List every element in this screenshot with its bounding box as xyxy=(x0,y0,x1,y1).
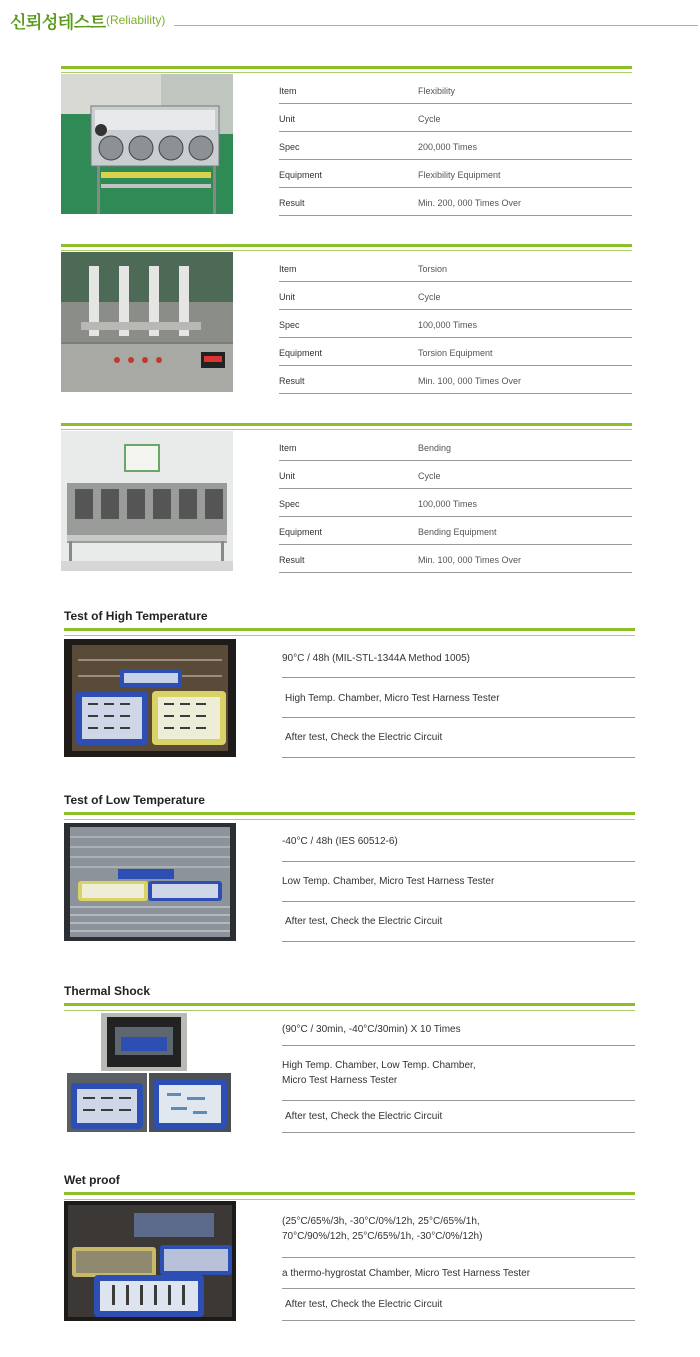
spec-value: Flexibility Equipment xyxy=(418,170,501,180)
test-result-row xyxy=(282,719,635,758)
page-header xyxy=(0,0,700,36)
spec-value: Cycle xyxy=(418,292,441,302)
test-result-row xyxy=(282,1102,635,1133)
wet-proof-chamber-photo xyxy=(64,1201,236,1321)
test-equipment-row xyxy=(282,1259,635,1289)
spec-key: Result xyxy=(279,376,305,386)
test-condition-line2: 70°C/90%/12h, 25°C/65%/1h, -30°C/0%/12h) xyxy=(282,1231,483,1242)
green-divider xyxy=(64,1192,635,1195)
spec-row xyxy=(279,517,632,545)
spec-value: Bending Equipment xyxy=(418,527,497,537)
green-rule xyxy=(61,72,632,73)
spec-value: Torsion Equipment xyxy=(418,348,493,358)
green-rule xyxy=(64,1010,635,1011)
spec-row xyxy=(279,104,632,132)
green-divider xyxy=(64,628,635,631)
test-condition-row xyxy=(282,1201,635,1258)
test-result: After test, Check the Electric Circuit xyxy=(285,732,443,743)
spec-key: Unit xyxy=(279,114,296,124)
spec-key: Item xyxy=(279,443,297,453)
test-result: After test, Check the Electric Circuit xyxy=(285,1111,443,1122)
test-result: After test, Check the Electric Circuit xyxy=(285,916,443,927)
spec-row xyxy=(279,461,632,489)
test-equipment: a thermo-hygrostat Chamber, Micro Test Harness Tester xyxy=(282,1268,531,1279)
page-title-korean: 신뢰성테스트 xyxy=(10,13,106,33)
test-condition: (90°C / 30min, -40°C/30min) X 10 Times xyxy=(282,1024,461,1035)
test-condition-row xyxy=(282,1013,635,1046)
spec-value: Min. 100, 000 Times Over xyxy=(418,555,522,565)
spec-key: Spec xyxy=(279,499,300,509)
test-equipment-line1: High Temp. Chamber, Low Temp. Chamber, xyxy=(282,1060,476,1071)
thermal-shock-chamber-photo xyxy=(101,1013,187,1071)
section-title-wet-proof: Wet proof xyxy=(64,1173,120,1187)
green-divider xyxy=(61,423,632,426)
thermal-shock-tray-photo-left xyxy=(67,1073,147,1132)
spec-row xyxy=(279,433,632,461)
spec-key: Equipment xyxy=(279,348,323,358)
green-rule xyxy=(61,250,632,251)
spec-value: 100,000 Times xyxy=(418,320,478,330)
green-rule xyxy=(61,429,632,430)
spec-value: Cycle xyxy=(418,114,441,124)
spec-row xyxy=(279,282,632,310)
green-rule xyxy=(64,819,635,820)
spec-row xyxy=(279,366,632,394)
test-condition: -40°C / 48h (IES 60512-6) xyxy=(282,836,398,847)
spec-row xyxy=(279,160,632,188)
spec-value: Min. 100, 000 Times Over xyxy=(418,376,522,386)
spec-row xyxy=(279,489,632,517)
test-result-row xyxy=(282,1290,635,1321)
bending-equipment-photo xyxy=(61,431,233,571)
green-rule xyxy=(64,635,635,636)
spec-table-bending xyxy=(61,423,632,575)
spec-key: Spec xyxy=(279,320,300,330)
page-title-english: (Reliability) xyxy=(106,13,166,27)
spec-key: Equipment xyxy=(279,170,323,180)
spec-value: Cycle xyxy=(418,471,441,481)
test-equipment-row xyxy=(282,863,635,902)
spec-value: Min. 200, 000 Times Over xyxy=(418,198,522,208)
spec-table-torsion xyxy=(61,244,632,396)
section-title-high-temperature: Test of High Temperature xyxy=(64,609,208,623)
spec-value: Bending xyxy=(418,443,452,453)
test-condition-row xyxy=(282,823,635,862)
spec-key: Result xyxy=(279,198,305,208)
spec-key: Item xyxy=(279,86,297,96)
spec-row xyxy=(279,310,632,338)
test-condition-line1: (25°C/65%/3h, -30°C/0%/12h, 25°C/65%/1h, xyxy=(282,1216,480,1227)
spec-key: Unit xyxy=(279,292,296,302)
spec-value: Flexibility xyxy=(418,86,456,96)
test-result-row xyxy=(282,903,635,942)
test-condition-row xyxy=(282,639,635,678)
spec-key: Unit xyxy=(279,471,296,481)
spec-table-flexibility xyxy=(61,66,632,218)
spec-key: Equipment xyxy=(279,527,323,537)
green-divider xyxy=(61,244,632,247)
spec-key: Spec xyxy=(279,142,300,152)
spec-row xyxy=(279,132,632,160)
spec-row xyxy=(279,254,632,282)
test-result: After test, Check the Electric Circuit xyxy=(285,1299,443,1310)
test-equipment-row xyxy=(282,1047,635,1101)
spec-row xyxy=(279,76,632,104)
spec-row xyxy=(279,188,632,216)
spec-value: 200,000 Times xyxy=(418,142,478,152)
torsion-equipment-photo xyxy=(61,252,233,392)
green-rule xyxy=(64,1199,635,1200)
section-title-low-temperature: Test of Low Temperature xyxy=(64,793,205,807)
green-divider xyxy=(64,812,635,815)
test-equipment: High Temp. Chamber, Micro Test Harness Tester xyxy=(285,693,500,704)
spec-row xyxy=(279,545,632,573)
low-temp-chamber-photo xyxy=(64,823,236,941)
green-divider xyxy=(64,1003,635,1006)
thermal-shock-tray-photo-right xyxy=(149,1073,231,1132)
spec-value: Torsion xyxy=(418,264,448,274)
section-title-thermal-shock: Thermal Shock xyxy=(64,984,151,998)
test-equipment-line2: Micro Test Harness Tester xyxy=(282,1075,398,1086)
high-temp-chamber-photo xyxy=(64,639,236,757)
test-equipment: Low Temp. Chamber, Micro Test Harness Tester xyxy=(282,876,495,887)
green-divider xyxy=(61,66,632,69)
flexibility-equipment-photo xyxy=(61,74,233,214)
test-condition: 90°C / 48h (MIL-STL-1344A Method 1005) xyxy=(282,653,470,664)
test-equipment-row xyxy=(282,679,635,718)
spec-row xyxy=(279,338,632,366)
spec-key: Item xyxy=(279,264,297,274)
spec-value: 100,000 Times xyxy=(418,499,478,509)
spec-key: Result xyxy=(279,555,305,565)
header-rule xyxy=(174,25,698,26)
